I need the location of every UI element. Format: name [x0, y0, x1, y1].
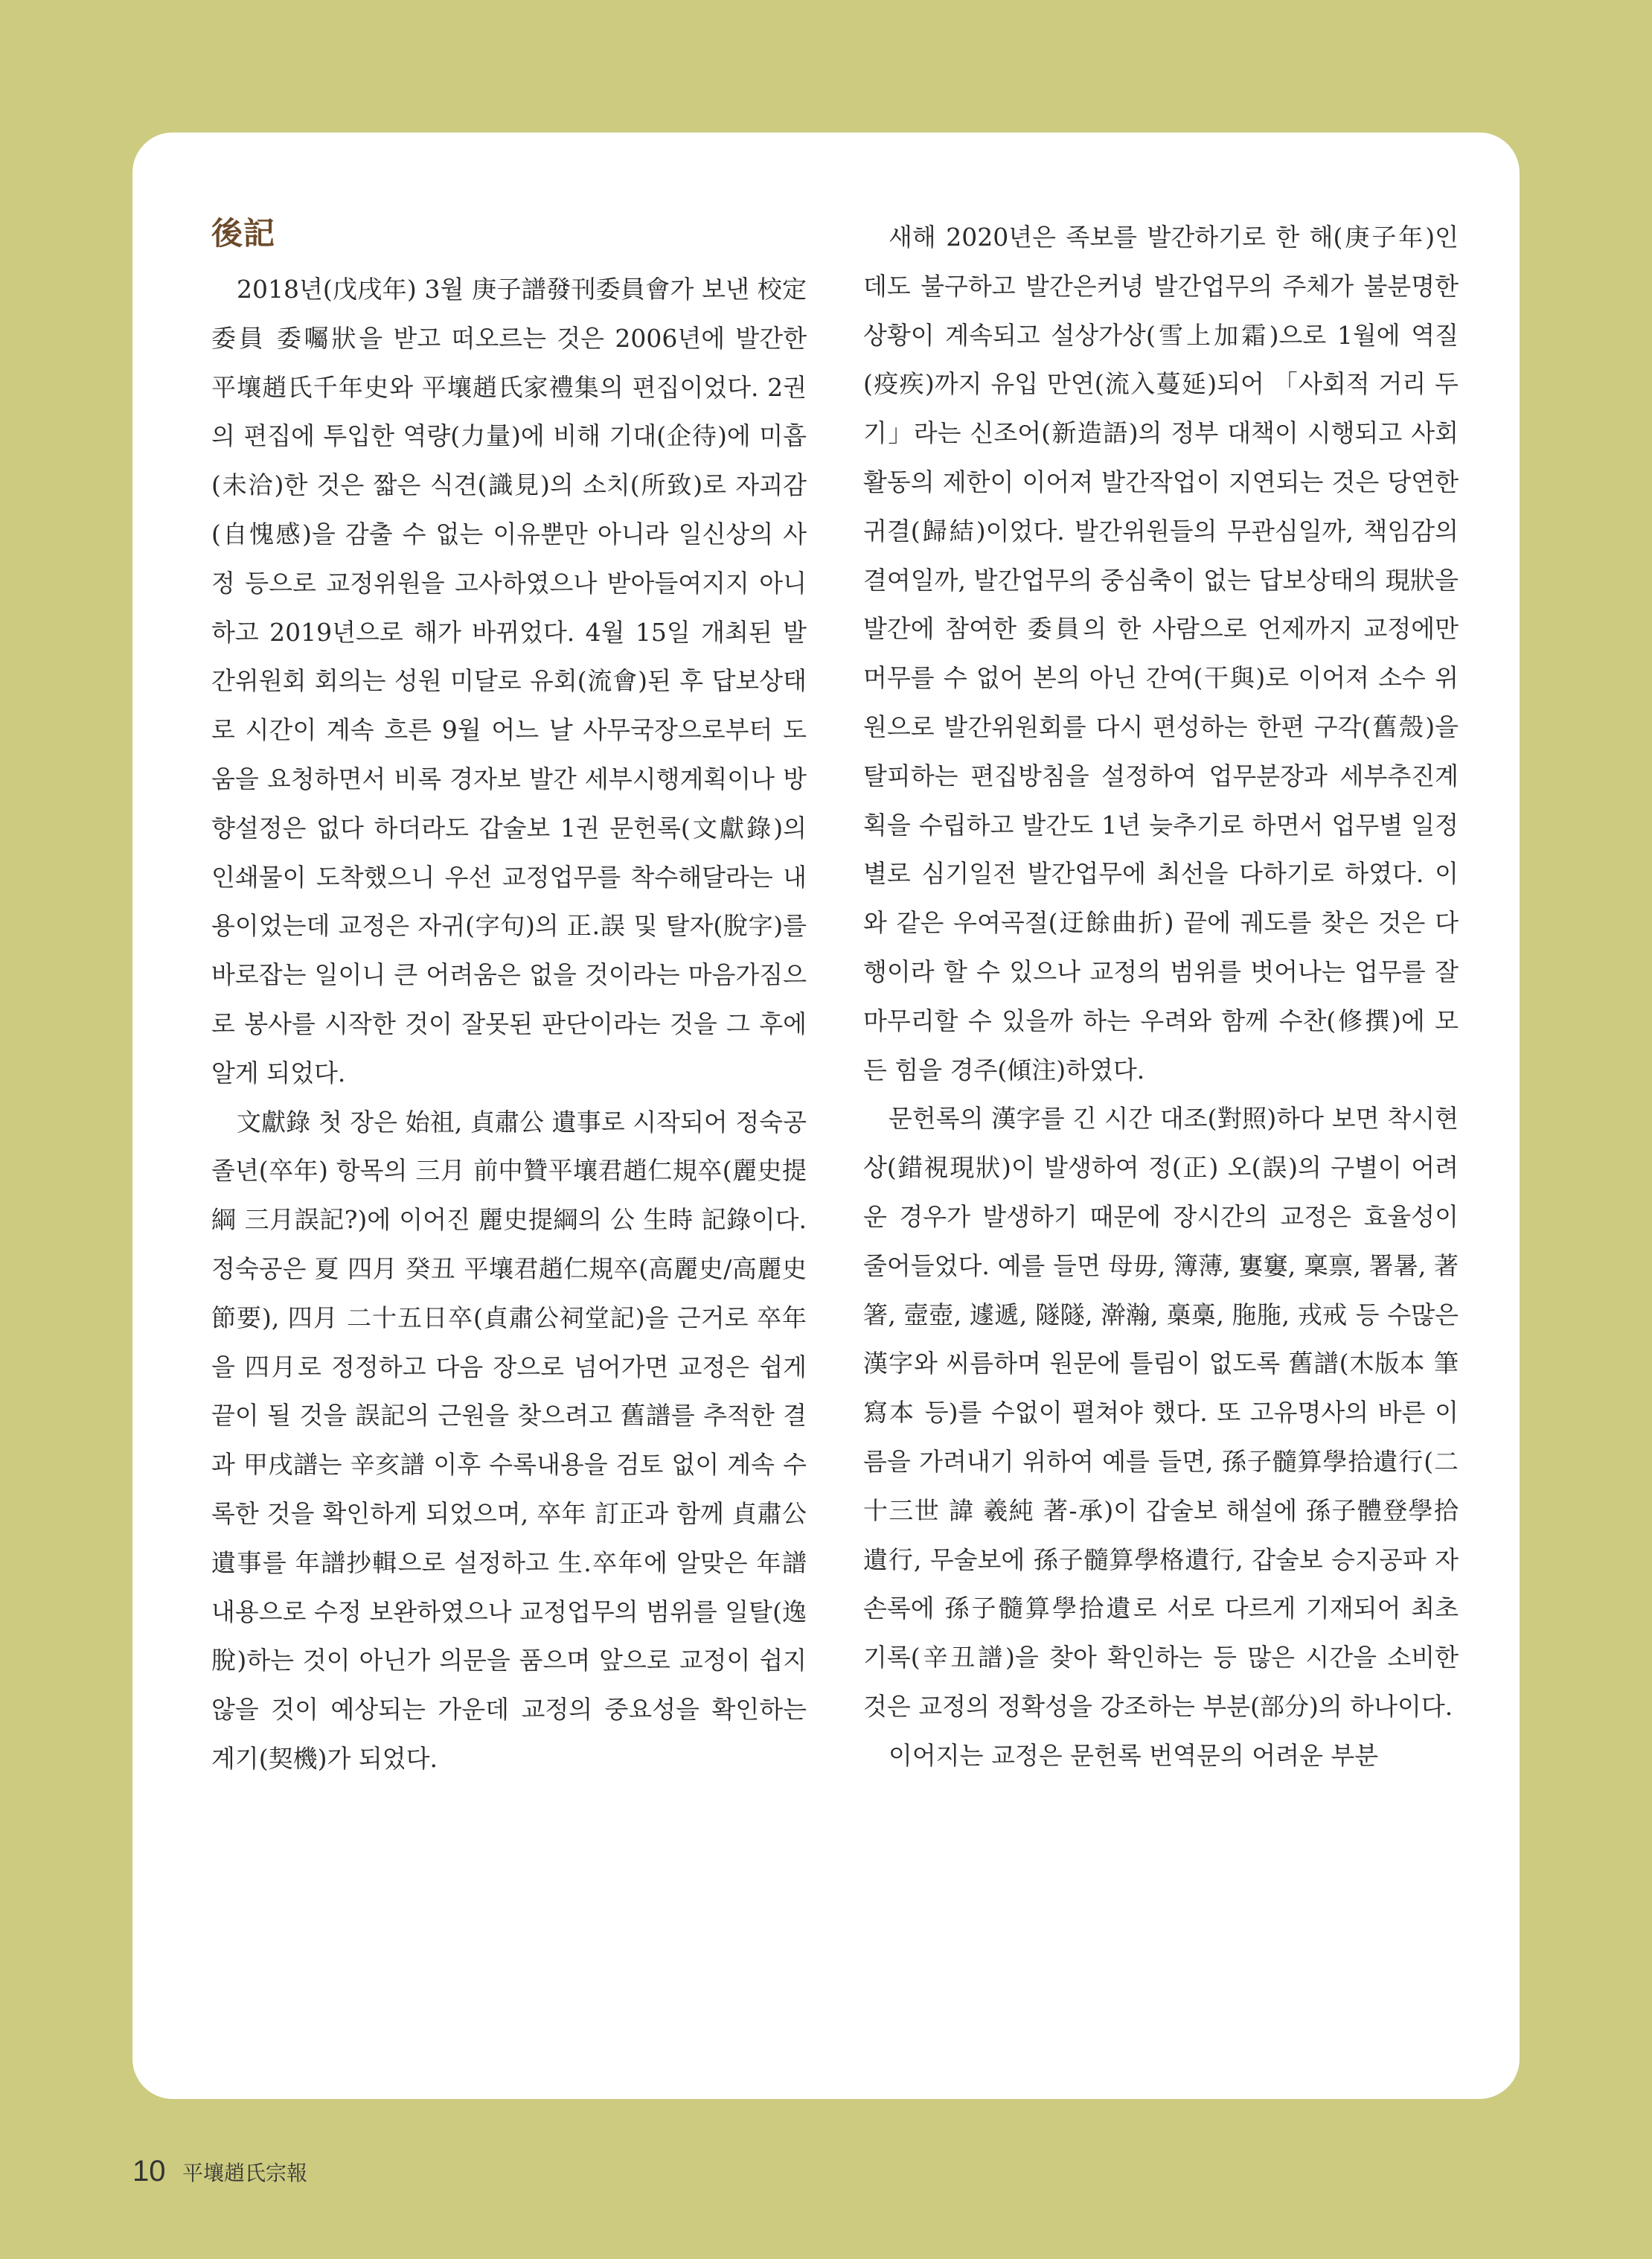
page-number: 10	[132, 2155, 166, 2188]
right-column	[863, 213, 1459, 1780]
publication-name: 平壤趙氏宗報	[182, 2160, 307, 2185]
paragraph: 文獻錄 첫 장은 始祖, 貞肅公 遺事로 시작되어 정숙공 졸년(卒年) 항목의 三月 前中贊平壤君趙仁規卒(麗史提綱 三月誤記?)에 이어진 麗史提綱의 公 生時 記錄이다. 정숙공은 夏 四月 癸丑 平壤君趙仁規卒(高麗史/高麗史節要), 四月 二十五日卒(貞肅公祠堂記)을 근거로 卒年을 四月로 정정하고 다음 장으로 넘어가면 교정은 쉽게 끝이 될 것을 誤記의 근원을 찾으려고 舊譜를 추적한 결과 甲戌譜는 辛亥譜 이후 수록내용을 검토 없이 계속 수록한 것을 확인하게 되었으며, 卒年 訂正과 함께 貞肅公遺事를 年譜抄輯으로 설정하고 生.卒年에 알맞은 年譜 내용으로 수정 보완하였으나 교정업무의 범위를 일탈(逸脫)하는 것이 아닌가 의문을 품으며 앞으로 교정이 쉽지 않을 것이 예상되는 가운데 교정의 중요성을 확인하는 계기(契機)가 되었다.	[211, 1107, 807, 1773]
paragraph: 2018년(戊戌年) 3월 庚子譜發刊委員會가 보낸 校定委員 委囑狀을 받고 떠오르는 것은 2006년에 발간한 平壤趙氏千年史와 平壤趙氏家禮集의 편집이었다. 2권의 편집에 투입한 역량(力量)에 비해 기대(企待)에 미흡(未洽)한 것은 짧은 식견(識見)의 소치(所致)로 자괴감(自愧感)을 감출 수 없는 이유뿐만 아니라 일신상의 사정 등으로 교정위원을 고사하였으나 받아들여지지 아니하고 2019년으로 해가 바뀌었다. 4월 15일 개최된 발간위원회 회의는 성원 미달로 유회(流會)된 후 답보상태로 시간이 계속 흐른 9월 어느 날 사무국장으로부터 도움을 요청하면서 비록 경자보 발간 세부시행계획이나 방향설정은 없다 하더라도 갑술보 1권 문헌록(文獻錄)의 인쇄물이 도착했으니 우선 교정업무를 착수해달라는 내용이었는데 교정은 자귀(字句)의 正.誤 및 탈자(脫字)를 바로잡는 일이니 큰 어려움은 없을 것이라는 마음가짐으로 봉사를 시작한 것이 잘못된 판단이라는 것을 그 후에 알게 되었다.	[211, 275, 807, 1087]
paragraph: 새해 2020년은 족보를 발간하기로 한 해(庚子年)인데도 불구하고 발간은커녕 발간업무의 주체가 불분명한 상황이 계속되고 설상가상(雪上加霜)으로 1월에 역질(疫疾)까지 유입 만연(流入蔓延)되어 「사회적 거리 두기」라는 신조어(新造語)의 정부 대책이 시행되고 사회활동의 제한이 이어져 발간작업이 지연되는 것은 당연한 귀결(歸結)이었다. 발간위원들의 무관심일까, 책임감의 결여일까, 발간업무의 중심축이 없는 답보상태의 現狀을 발간에 참여한 委員의 한 사람으로 언제까지 교정에만 머무를 수 없어 본의 아닌 간여(干與)로 이어져 소수 위원으로 발간위원회를 다시 편성하는 한편 구각(舊殼)을 탈피하는 편집방침을 설정하여 업무분장과 세부추진계획을 수립하고 발간도 1년 늦추기로 하면서 업무별 일정별로 심기일전 발간업무에 최선을 다하기로 하였다. 이와 같은 우여곡절(迂餘曲折) 끝에 궤도를 찾은 것은 다행이라 할 수 있으나 교정의 범위를 벗어나는 업무를 잘 마무리할 수 있을까 하는 우려와 함께 수찬(修撰)에 모든 힘을 경주(傾注)하였다.	[863, 223, 1459, 1084]
article-heading: 後記	[211, 215, 276, 252]
left-column	[211, 213, 807, 1783]
paragraph: 문헌록의 漢字를 긴 시간 대조(對照)하다 보면 착시현상(錯視現狀)이 발생하여 정(正) 오(誤)의 구별이 어려운 경우가 발생하기 때문에 장시간의 교정은 효율성이 줄어들었다. 예를 들면 母毋, 簿薄, 寠窶, 稟禀, 署暑, 著箸, 壼壺, 遽遞, 隧隧, 澣瀚, 槀槀, 胣胣, 戎戒 등 수많은 漢字와 씨름하며 원문에 틀림이 없도록 舊譜(木版本 筆寫本 등)를 수없이 펼쳐야 했다. 또 고유명사의 바른 이름을 가려내기 위하여 예를 들면, 孫子髓算學拾遺行(二十三世 諱 羲純 著-承)이 갑술보 해설에 孫子體登學拾遺行, 무술보에 孫子髓算學格遺行, 갑술보 승지공파 자손록에 孫子髓算學拾遺로 서로 다르게 기재되어 최초 기록(辛丑譜)을 찾아 확인하는 등 많은 시간을 소비한 것은 교정의 정확성을 강조하는 부분(部分)의 하나이다.	[863, 1104, 1459, 1721]
paragraph: 이어지는 교정은 문헌록 번역문의 어려운 부분	[889, 1740, 1379, 1770]
article-card	[132, 132, 1520, 2099]
page-footer	[132, 2155, 307, 2188]
